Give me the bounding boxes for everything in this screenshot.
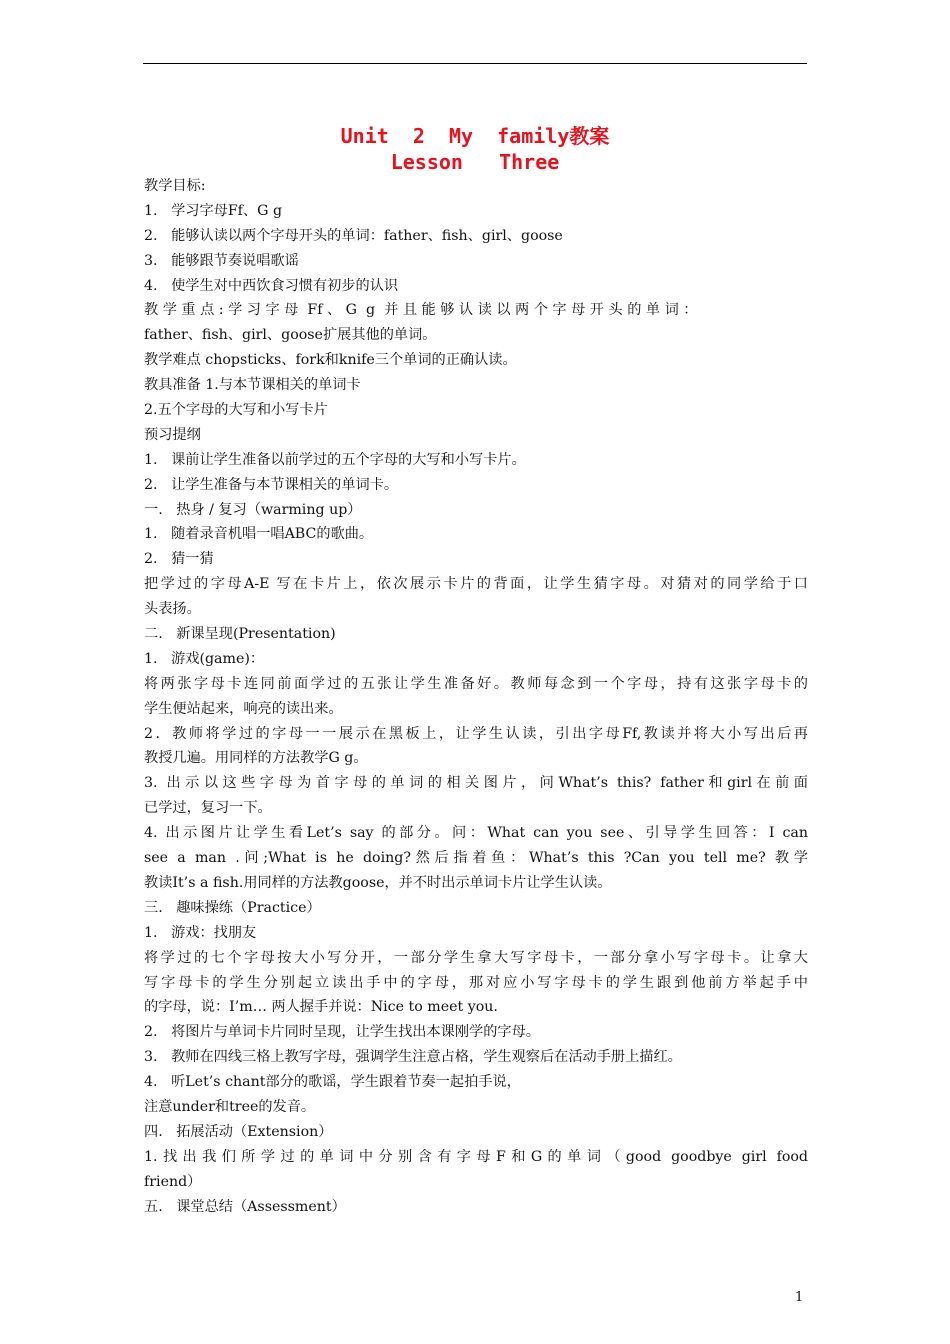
- text-line: 3. 出示以这些字母为首字母的单词的相关图片，问What’s this? father和girl在前面: [144, 775, 808, 792]
- text-line: 五. 课堂总结（Assessment）: [144, 1198, 346, 1215]
- text-line: 4. 使学生对中西饮食习惯有初步的认识: [144, 277, 399, 294]
- text-line: 注意under和tree的发音。: [144, 1098, 316, 1115]
- text-line: father、fish、girl、goose扩展其他的单词。: [144, 327, 437, 344]
- text-line: 把学过的字母A-E 写在卡片上，依次展示卡片的背面，让学生猜字母。对猜对的同学给于口: [144, 576, 808, 593]
- text-line: 的字母，说：I’m… 两人握手并说：Nice to meet you.: [144, 999, 498, 1016]
- document-subtitle: Lesson Three: [390, 150, 560, 174]
- text-line: 2.五个字母的大写和小写卡片: [144, 402, 328, 419]
- text-line: 3. 能够跟节奏说唱歌谣: [144, 252, 299, 269]
- document-body: [144, 174, 808, 1219]
- page-number: 1: [795, 1290, 804, 1305]
- text-line: 4. 听Let’s chant部分的歌谣，学生跟着节奏一起拍手说，: [144, 1074, 521, 1091]
- text-line: 教读It’s a fish.用同样的方法教goose，并不时出示单词卡片让学生认读。: [144, 874, 612, 891]
- text-line: 2. 让学生准备与本节课相关的单词卡。: [144, 476, 399, 493]
- text-line: 教学目标:: [144, 178, 206, 194]
- text-line: 教学难点 chopsticks、fork和knife三个单词的正确认读。: [144, 352, 517, 369]
- text-line: 四. 拓展活动（Extension）: [144, 1123, 333, 1140]
- text-line: 教 学 重 点 : 学 习 字 母 Ff 、 G g 并 且 能 够 认 读 以 两 个 字 母 开 头 的 单 词 ：: [144, 302, 698, 319]
- text-line: 教具准备 1.与本节课相关的单词卡: [144, 377, 361, 394]
- text-line: 将两张字母卡连同前面学过的五张让学生准备好。教师每念到一个字母，持有这张字母卡的: [144, 675, 808, 692]
- text-line: 学生便站起来，响亮的读出来。: [144, 700, 343, 717]
- text-line: see a man .问;What is he doing?然后指着鱼：What’s this ?Can you tell me? 教学: [144, 850, 808, 867]
- text-line: 2. 猜一猜: [144, 551, 214, 568]
- text-line: 1. 课前让学生准备以前学过的五个字母的大写和小写卡片。: [144, 451, 526, 468]
- text-line: 2. 能够认读以两个字母开头的单词：father、fish、girl、goose: [144, 227, 563, 244]
- text-line: 将学过的七个字母按大小写分开，一部分学生拿大写字母卡，一部分拿小写字母卡。让拿大: [144, 949, 808, 966]
- text-line: 2. 将图片与单词卡片同时呈现，让学生找出本课刚学的字母。: [144, 1024, 540, 1041]
- text-line: 3. 教师在四线三格上教写字母，强调学生注意占格，学生观察后在活动手册上描红。: [144, 1049, 682, 1066]
- text-line: friend）: [144, 1173, 202, 1190]
- text-line: 二. 新课呈现(Presentation): [144, 626, 336, 643]
- text-line: 预习提纲: [144, 426, 201, 443]
- text-line: 1. 游戏：找朋友: [144, 924, 257, 941]
- text-line: 1. 游戏(game)：: [144, 650, 265, 667]
- text-line: 2．教师将学过的字母一一展示在黑板上，让学生认读，引出字母Ff,教读并将大小写出后再: [144, 725, 808, 742]
- text-line: 写字母卡的学生分别起立读出手中的字母，那对应小写字母卡的学生跟到他前方举起手中: [144, 974, 808, 991]
- text-line: 已学过，复习一下。: [144, 800, 272, 817]
- text-line: 头表扬。: [144, 601, 201, 618]
- text-line: 一. 热身 / 复习（warming up）: [144, 501, 362, 518]
- text-line: 1. 学习字母Ff、G g: [144, 202, 283, 219]
- text-line: 1. 随着录音机唱一唱ABC的歌曲。: [144, 526, 374, 543]
- text-line: 三. 趣味操练（Practice）: [144, 899, 321, 916]
- text-line: 4. 出示图片让学生看Let’s say 的部分。问：What can you see、引导学生回答：I can: [144, 825, 808, 842]
- document-title: Unit 2 My family教案: [340, 124, 610, 148]
- text-line: 1.找出我们所学过的单词中分别含有字母F和G的单词（good goodbye girl food: [144, 1148, 808, 1165]
- header-rule: [143, 63, 807, 64]
- text-line: 教授几遍。用同样的方法教学G g。: [144, 750, 368, 767]
